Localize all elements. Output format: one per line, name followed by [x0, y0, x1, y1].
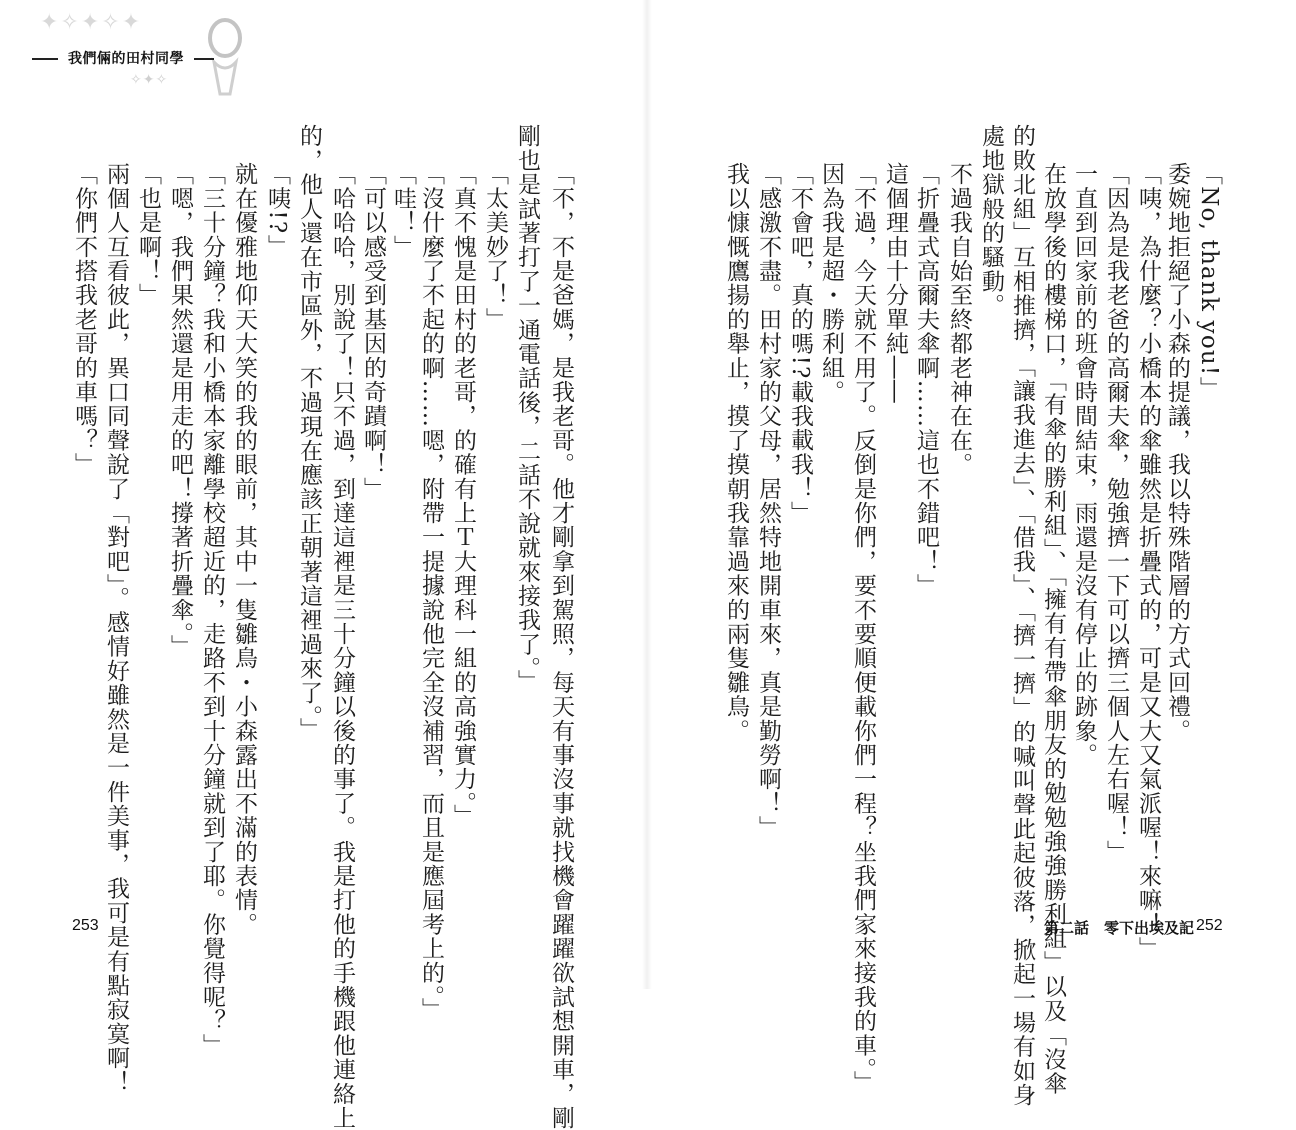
- text-column: 「咦!?」: [264, 162, 290, 259]
- text-column: 「感激不盡。田村家的父母，居然特地開車來，真是勤勞啊！」: [755, 162, 781, 840]
- text-column: 的，他人還在市區外，不過現在應該正朝著這裡過來了。」: [296, 124, 322, 742]
- text-column: 不過我自始至終都老神在在。: [946, 162, 972, 477]
- text-column: 「也是啊！」: [135, 162, 161, 308]
- text-column: 「不過，今天就不用了。反倒是你們，要不要順便載你們一程？坐我們家來接我的車。」: [850, 162, 876, 1095]
- text-column: 我以慷慨鷹揚的舉止，摸了摸朝我靠過來的兩隻雛鳥。: [723, 162, 749, 743]
- running-head: 第二話 零下出埃及記: [1044, 919, 1195, 937]
- text-column: 在放學後的樓梯口，「有傘的勝利組」、「擁有有帶傘朋友的勉勉強強勝利組」以及「沒傘: [1040, 162, 1066, 1096]
- text-column: 「你們不搭我老哥的車嗎？」: [71, 162, 97, 477]
- text-column: 「哇！」: [390, 162, 416, 259]
- text-column: 「因為是我老爸的高爾夫傘，勉強擠一下可以擠三個人左右喔！」: [1103, 162, 1129, 864]
- text-column: 就在優雅地仰天大笑的我的眼前，其中一隻雛鳥・小森露出不滿的表情。: [231, 162, 257, 937]
- header-rule-left: [32, 58, 58, 60]
- text-column: 「沒什麼了不起的啊……嗯，附帶一提據說他完全沒補習，而且是應屆考上的。」: [418, 162, 444, 1022]
- text-column: 「三十分鐘？我和小橋本家離學校超近的，走路不到十分鐘就到了耶。你覺得呢？」: [199, 162, 225, 1058]
- text-column: 「太美妙了！」: [482, 162, 508, 332]
- text-column: 「No, thank you!」: [1196, 162, 1222, 401]
- text-column: 「哈哈哈，別說了！只不過，到達這裡是三十分鐘以後的事了。我是打他的手機跟他連絡上: [329, 162, 355, 1130]
- page-gutter: [642, 0, 652, 989]
- text-column: 「折疊式高爾夫傘啊……這也不錯吧！」: [913, 162, 939, 598]
- text-column: 的敗北組」互相推擠，「讓我進去」、「借我」、「擠一擠」的喊叫聲此起彼落，掀起一場有如身: [1009, 124, 1035, 1108]
- header-decoration-small: ✧✦✧: [130, 72, 169, 88]
- series-header: [20, 8, 260, 108]
- text-column: 兩個人互看彼此，異口同聲說了「對吧」。感情好雖然是一件美事，我可是有點寂寞啊！: [103, 162, 129, 1095]
- page-number-left: 253: [72, 917, 99, 934]
- header-rule-right: [194, 58, 214, 60]
- text-column: 「不會吧，真的嗎!?載我載我！」: [787, 162, 813, 525]
- text-column: 「真不愧是田村的老哥，的確有上Ｔ大理科一組的高強實力。」: [450, 162, 476, 829]
- text-column: 這個理由十分單純――: [882, 162, 908, 404]
- text-column: 處地獄般的騷動。: [978, 124, 1004, 318]
- text-column: 「嗯，我們果然還是用走的吧！撐著折疊傘。」: [167, 162, 193, 659]
- emblem-icon: [200, 12, 250, 98]
- header-decoration: ✦✧✦✧✦: [40, 10, 143, 35]
- text-column: 「不，不是爸媽，是我老哥。他才剛拿到駕照，每天有事沒事就找機會躍躍欲試想開車，剛: [548, 162, 574, 1130]
- text-column: 「咦，為什麼？小橋本的傘雖然是折疊式的，可是又大又氣派喔！來嘛！」: [1135, 162, 1161, 961]
- page-number-right: 252: [1196, 917, 1223, 934]
- text-column: 剛也是試著打了一通電話後，二話不說就來接我了。」: [514, 124, 540, 694]
- text-column: 委婉地拒絕了小森的提議，我以特殊階層的方式回禮。: [1164, 162, 1190, 743]
- text-column: 一直到回家前的班會時間結束，雨還是沒有停止的跡象。: [1071, 162, 1097, 767]
- text-column: 「可以感受到基因的奇蹟啊！」: [360, 162, 386, 501]
- series-title: 我們倆的田村同學: [58, 48, 194, 70]
- text-column: 因為我是超・勝利組。: [818, 162, 844, 404]
